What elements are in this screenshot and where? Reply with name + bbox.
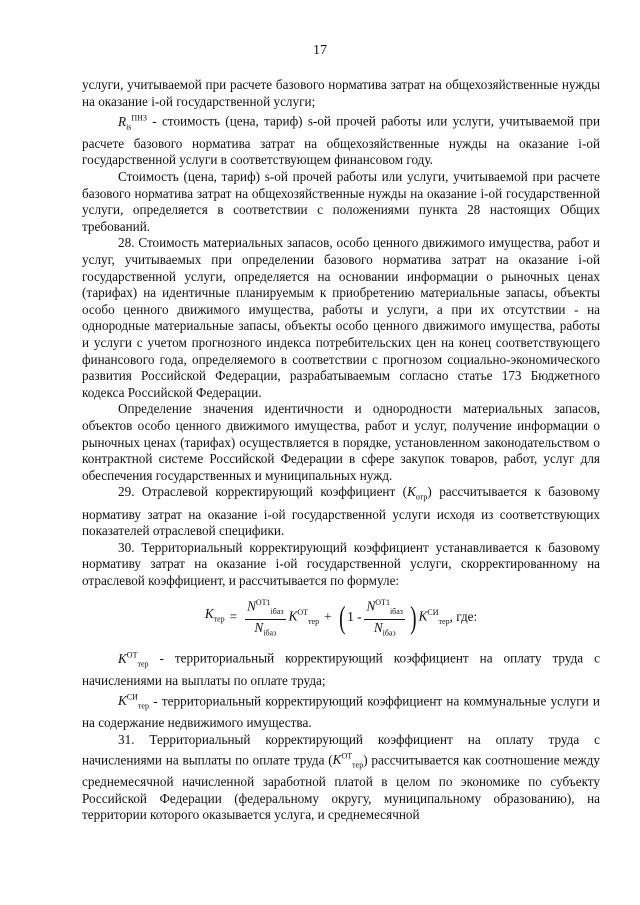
formula-tail: , где: [449,609,478,625]
formula-k-ter-lhs: $K_{тер}$ [204,606,225,624]
formula-k-ter-ot: $K^{ОТ}_{тер}$ [288,607,320,626]
document-body [82,77,600,824]
paragraph-4: 28. Стоимость материальных запасов, особо ценного движимого имущества, работ и услуг, учитываемых при определении базового норматива затрат на оказание i-ой государственной услуги, определяется на основании информации о рыночных ценах (тарифах) на идентичные планируемым к приобретению материальные запасы, объекты особо ценного движимого имущества, работы и услуги, а при их отсутствии - на однородные материальные запасы, объекты особо ценного движимого имущества, работы и услуги с учетом прогнозного индекса потребительских цен на конец соответствующего финансового года, определяемого в соответствии с прогнозом социально-экономического развития Российской Федерации, разрабатываемым согласно статье 173 Бюджетного кодекса Российской Федерации. [82,235,600,400]
formula-fraction-2: $\frac{N^{ОТ1}_{iбаз}}{N_{iбаз}}$ [364,595,404,641]
paragraph-10: 31. Территориальный корректирующий коэффициент на оплату труда с начислениями на выплаты по оплате труда $(K^{ОТ}_{тер})$ рассчитывается как соотношение между среднемесячной начисленной заработной платой в целом по экономике по субъекту Российской Федерации (федеральному округу, муниципальному образованию), на территории которого оказывается услуга, и среднемесячной [82,731,600,823]
paragraph-5: Определение значения идентичности и однородности материальных запасов, объектов особо ценного движимого имущества, работ и услуг, получение информации о рыночных ценах (тарифах) осуществляется в порядке, установленном законодательством о контрактной системе Российской Федерации в сфере закупок товаров, работ, услуг для обеспечения государственных и муниципальных нужд. [82,401,600,483]
formula-k-ter [82,595,600,639]
formula-right-paren: ) [410,599,417,636]
symbol-r-is-pnz: $R_{is}^{ПНЗ}$ [118,113,147,132]
formula-left-paren: ( [338,599,346,636]
formula-equals: = [229,609,238,625]
formula-one-minus: 1 - [347,609,362,625]
symbol-k-otr: $K_{отр}$ [407,484,428,502]
formula-k-ter-si: $K^{СИ}_{тер}$ [418,607,450,626]
symbol-k-ter-ot-inline: $K^{ОТ}_{тер}$ [332,751,364,770]
formula-plus: + [324,609,332,625]
paragraph-7: 30. Территориальный корректирующий коэффициент устанавливается к базовому нормативу затрат на оказание i-ой государственной услуги, скорректированному на отраслевой коэффициент, и рассчитывается по формуле: [82,539,600,588]
symbol-k-ter-ot: $K^{ОТ}_{тер}$ [118,650,149,669]
paragraph-1: услуги, учитываемой при расчете базового норматива затрат на общехозяйственные нужды на оказание i-ой государственной услуги; [82,77,600,109]
page-number: 17 [313,43,327,58]
symbol-k-ter-si: $K^{СИ}_{тер}$ [118,692,149,711]
paragraph-9: $K^{СИ}_{тер}$ - территориальный корректирующий коэффициент на коммунальные услуги и на содержание недвижимого имущества. [82,692,600,731]
paragraph-3: Стоимость (цена, тариф) s-ой прочей работы или услуги, учитываемой при расчете базового норматива затрат на общехозяйственные нужды на оказание i-ой государственной услуги, определяется в соответствии с положениями пункта 28 настоящих Общих требований. [82,169,600,234]
formula-fraction-1: $\frac{N^{ОТ1}_{iбаз}}{N_{iбаз}}$ [245,595,285,641]
paragraph-2: $R_{is}^{ПНЗ}$ - стоимость (цена, тариф) s-ой прочей работы или услуги, учитываемой при расчете базового норматива затрат на общехозяйственные нужды на оказание i-ой государственной услуги в соответствующем финансовом году. [82,113,600,168]
paragraph-8: $K^{ОТ}_{тер}$ - территориальный корректирующий коэффициент на оплату труда с начислениями на выплаты по оплате труда; [82,650,600,689]
paragraph-6: 29. Отраслевой корректирующий коэффициент $(K_{отр})$ рассчитывается к базовому нормативу затрат на оказание i-ой государственной услуги исходя из соответствующих показателей отраслевой специфики. [82,484,601,539]
